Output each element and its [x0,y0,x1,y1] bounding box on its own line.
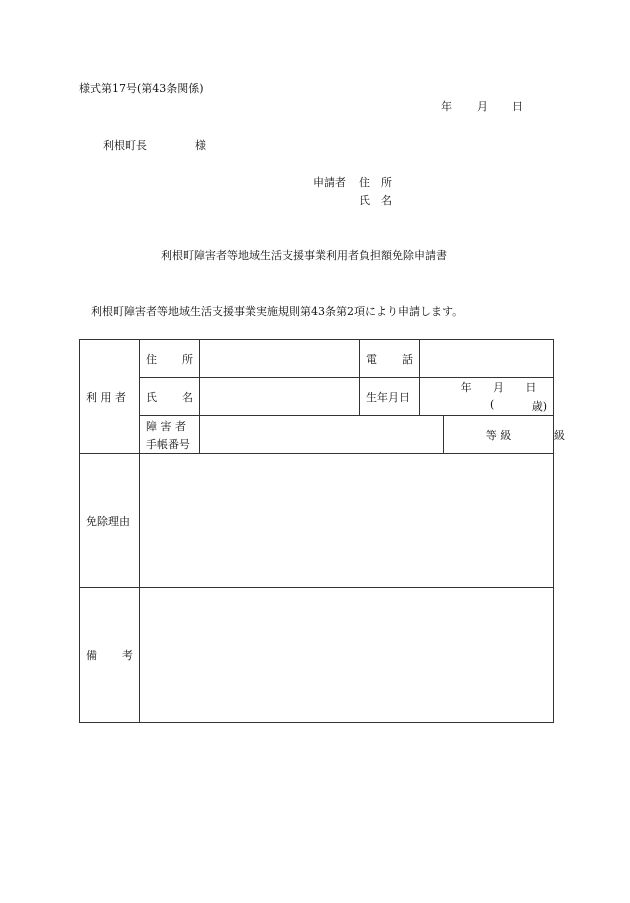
phone-label-char-1: 電 [366,352,377,366]
grade-unit-label: 級 [554,428,565,442]
applicant-label: 申請者 [313,176,346,189]
name-label-char-2: 名 [182,390,193,404]
birth-month-label: 月 [492,381,504,394]
name-field[interactable] [200,378,360,416]
phone-label-cell [360,340,420,378]
name-label-char-1: 氏 [146,390,157,404]
birthdate-label: 生年月日 [366,390,410,404]
age-unit-label: 歳) [531,400,547,413]
handbook-label-line-1: 障 害 者 [146,419,186,433]
address-field[interactable] [200,340,360,378]
birth-year-label: 年 [460,381,472,394]
exemption-reason-field[interactable] [140,454,554,588]
applicant-address-label: 住 所 [359,176,392,189]
form-number: 様式第17号(第43条関係) [79,82,204,95]
user-label-cell [80,340,140,454]
birthdate-label-cell [360,378,420,416]
grade-label: 等 級 [485,428,512,442]
remarks-label-char-1: 備 [86,649,97,662]
phone-field[interactable] [420,340,554,378]
address-label-char-1: 住 [146,352,157,366]
grade-label-cell [444,416,554,454]
exemption-reason-label: 免除理由 [86,514,130,528]
handbook-number-field[interactable] [200,416,444,454]
date-day-label: 日 [512,100,523,113]
remarks-label-char-2: 考 [122,649,133,662]
applicant-name-label: 氏 名 [359,194,392,207]
birth-day-label: 日 [525,381,537,394]
document-title: 利根町障害者等地域生活支援事業利用者負担額免除申請書 [161,249,447,262]
body-text: 利根町障害者等地域生活支援事業実施規則第43条第2項により申請します。 [91,305,464,318]
address-label-char-2: 所 [182,352,193,366]
age-open-paren: ( [490,398,495,411]
handbook-label-line-2: 手帳番号 [146,437,190,451]
addressee-honorific: 様 [195,139,206,152]
addressee-title: 利根町長 [103,139,147,152]
birthdate-field[interactable] [420,378,554,416]
remarks-label-cell [80,588,140,723]
exemption-reason-label-cell [80,454,140,588]
phone-label-char-2: 話 [402,352,413,366]
date-month-label: 月 [477,100,488,113]
user-label: 利 用 者 [86,390,126,404]
remarks-field[interactable] [140,588,554,723]
application-table [79,339,565,723]
date-year-label: 年 [441,100,452,113]
address-label-cell [140,340,200,378]
handbook-label-cell [140,416,200,454]
name-label-cell [140,378,200,416]
